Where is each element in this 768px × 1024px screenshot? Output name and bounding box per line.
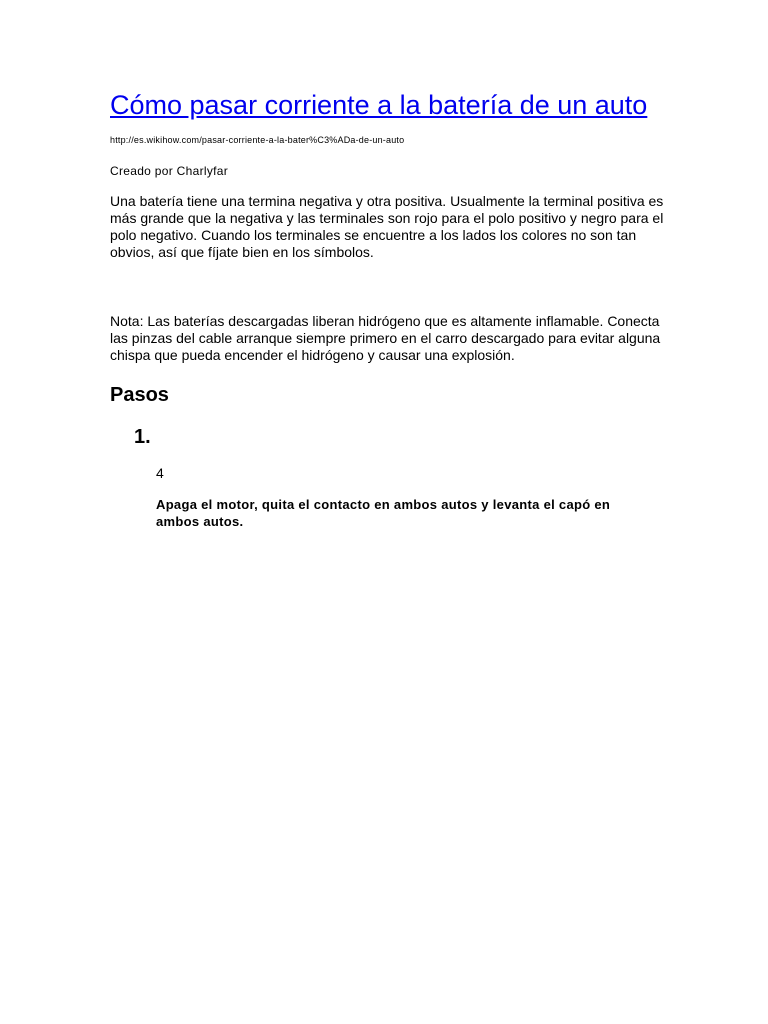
- source-url: http://es.wikihow.com/pasar-corriente-a-la-bater%C3%ADa-de-un-auto: [110, 135, 405, 145]
- step-item: [110, 424, 670, 530]
- author-line: Creado por Charlyfar: [110, 164, 229, 178]
- article-title-link[interactable]: Cómo pasar corriente a la batería de un auto: [110, 90, 648, 120]
- step-text: Apaga el motor, quita el contacto en ambos autos y levanta el capó en ambos autos.: [156, 497, 611, 529]
- step-number: 1.: [134, 426, 151, 448]
- step-count: 4: [156, 465, 164, 481]
- steps-heading: Pasos: [110, 384, 169, 406]
- intro-paragraph: Una batería tiene una termina negativa y otra positiva. Usualmente la terminal positiva es más grande que la negativa y las terminales son rojo para el polo positivo y negro para el polo negativo. Cuando los terminales se encuentre a los lados los colores no son tan obvios, así que fíjate bien en los símbolos.: [110, 193, 664, 260]
- article-title: [110, 88, 670, 122]
- document-page: [110, 88, 670, 530]
- note-paragraph: Nota: Las baterías descargadas liberan hidrógeno que es altamente inflamable. Conecta las pinzas del cable arranque siempre primero en el carro descargado para evitar alguna chispa que pueda encender el hidrógeno y causar una explosión.: [110, 313, 661, 363]
